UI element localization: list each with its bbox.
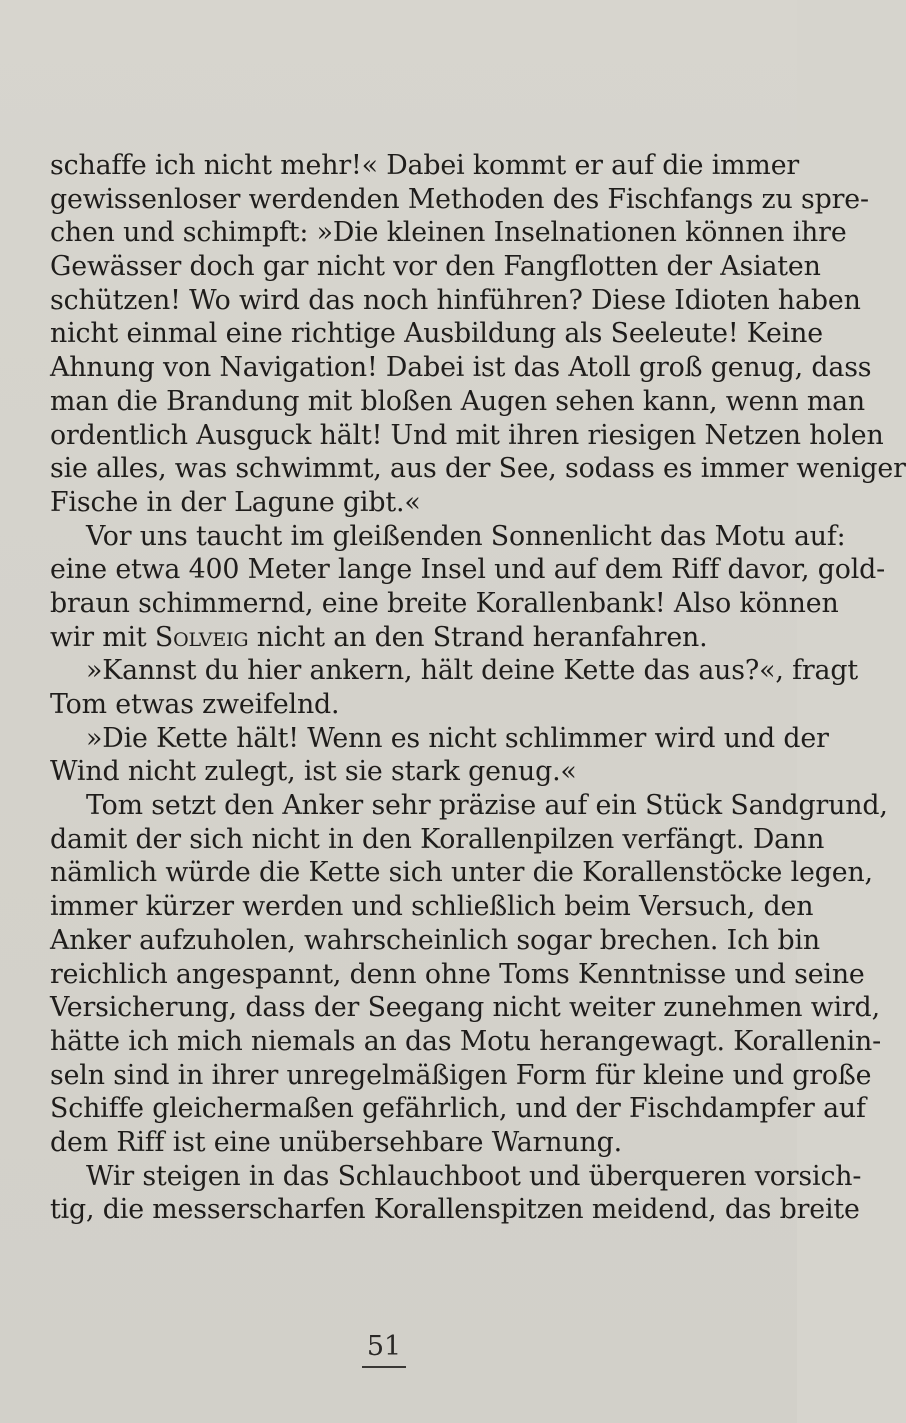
text-line: gewissenloser werdenden Methoden des Fischfangs zu spre- [50, 183, 869, 215]
paragraph-start-line: Tom setzt den Anker sehr präzise auf ein Stück Sandgrund, [86, 790, 888, 822]
text-line: schaffe ich nicht mehr!« Dabei kommt er auf die immer [50, 150, 800, 181]
boat-name: Solveig [154, 621, 249, 653]
text-line: nämlich würde die Kette sich unter die Korallenstöcke legen, [50, 857, 873, 889]
text-line: immer kürzer werden und schließlich beim Versuch, den [50, 891, 814, 923]
text-line-with-boat-name [50, 621, 718, 655]
text-line: Fische in der Lagune gibt.« [50, 486, 421, 518]
text-line: Anker aufzuholen, wahrscheinlich sogar brechen. Ich bin [50, 924, 820, 956]
text-line: nicht einmal eine richtige Ausbildung als Seeleute! Keine [50, 318, 823, 350]
page-number-underline [362, 1366, 406, 1368]
text-line: tig, die messerscharfen Korallenspitzen meidend, das breite [50, 1194, 860, 1226]
paragraph-start-line: Wir steigen in das Schlauchboot und überqueren vorsich- [86, 1160, 862, 1192]
paragraph-start-line: »Die Kette hält! Wenn es nicht schlimmer wird und der [86, 722, 829, 754]
paragraph-start-line: Vor uns taucht im gleißenden Sonnenlicht das Motu auf: [86, 520, 846, 552]
text-fragment: nicht an den Strand heranfahren. [248, 621, 708, 653]
text-line: seln sind in ihrer unregelmäßigen Form für kleine und große [50, 1059, 872, 1091]
text-fragment: wir mit [50, 621, 155, 653]
page-number: 51 [366, 1331, 402, 1362]
text-line: damit der sich nicht in den Korallenpilzen verfängt. Dann [50, 823, 825, 855]
text-line: hätte ich mich niemals an das Motu herangewagt. Korallenin- [50, 1025, 881, 1057]
text-line: dem Riff ist eine unübersehbare Warnung. [50, 1126, 622, 1158]
paragraph-start-line: »Kannst du hier ankern, hält deine Kette das aus?«, fragt [86, 655, 858, 687]
text-line: Schiffe gleichermaßen gefährlich, und der Fischdampfer auf [50, 1093, 866, 1125]
text-line: Versicherung, dass der Seegang nicht weiter zunehmen wird, [50, 992, 880, 1024]
text-line: man die Brandung mit bloßen Augen sehen kann, wenn man [50, 385, 866, 417]
body-text [50, 149, 906, 1227]
text-line: braun schimmernd, eine breite Korallenbank! Also können [50, 587, 839, 619]
text-line: eine etwa 400 Meter lange Insel und auf dem Riff davor, gold- [50, 554, 886, 586]
text-line: reichlich angespannt, denn ohne Toms Kenntnisse und seine [50, 958, 865, 990]
text-line: ordentlich Ausguck hält! Und mit ihren riesigen Netzen holen [50, 419, 884, 451]
text-line: schützen! Wo wird das noch hinführen? Diese Idioten haben [50, 284, 861, 316]
text-line: sie alles, was schwimmt, aus der See, sodass es immer weniger [50, 453, 906, 485]
text-line: chen und schimpft: »Die kleinen Inselnationen können ihre [50, 217, 847, 249]
text-line: Tom etwas zweifelnd. [50, 689, 340, 720]
text-line: Ahnung von Navigation! Dabei ist das Atoll groß genug, dass [50, 352, 872, 384]
text-line: Gewässer doch gar nicht vor den Fangflotten der Asiaten [50, 251, 821, 283]
text-line: Wind nicht zulegt, ist sie stark genug.« [50, 756, 577, 788]
